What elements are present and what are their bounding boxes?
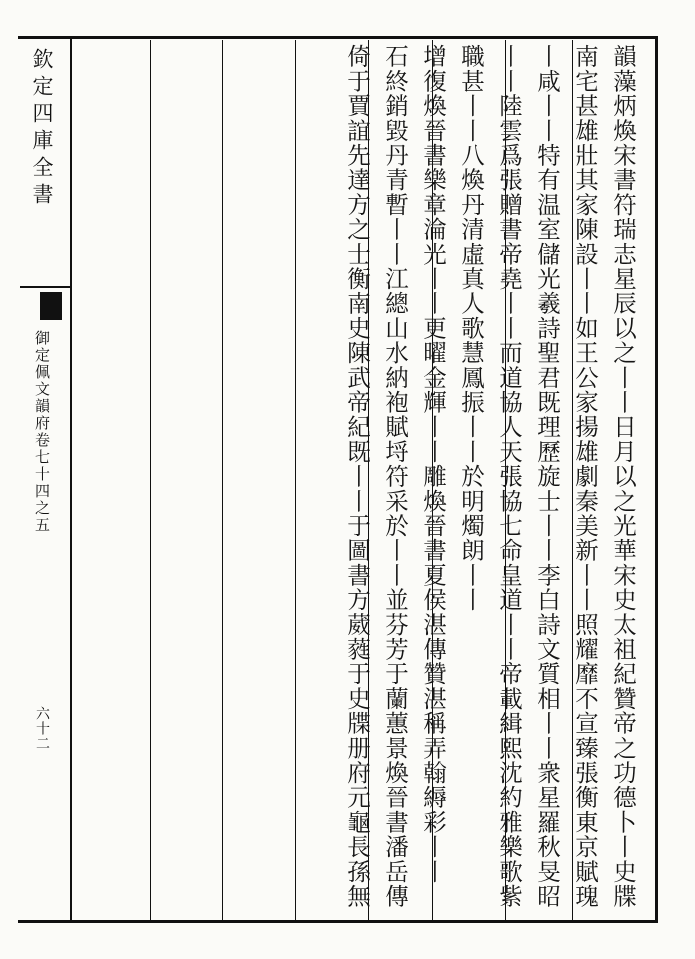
text-column: 丨咸丨丨特有温室儲光羲詩聖君既理歷旋士丨丨李白詩文質相丨丨衆星羅秋旻昭 — [533, 44, 561, 909]
text-column: 倚于賈誼先達方之士衡南史陳武帝紀既丨丨于圖書方葳蕤于史牒册府元龜長孫無 — [343, 44, 371, 909]
text-column: 韻藻炳煥宋書符瑞志星辰以之丨丨日月以之光華宋史太祖紀贊帝之功德卜丨史牒 — [609, 44, 637, 909]
text-column: 職甚丨丨八煥丹清虛真人歌慧鳳振丨丨於明燭朗丨丨 — [457, 44, 485, 613]
text-column: 南宅甚雄壯其家陳設丨丨如王公家揚雄劇秦美新丨丨照耀靡不宣臻張衡東京賦瑰 — [571, 44, 599, 909]
margin-tick — [20, 286, 70, 288]
bottom-border — [18, 920, 658, 923]
margin-divider — [70, 36, 72, 923]
margin-subtitle: 御定佩文韻府卷七十四之五 — [33, 330, 51, 534]
fishtail-mark — [40, 292, 62, 320]
text-column: 石終銷毀丹青暫丨丨江總山水納袍賦埒符采於丨丨並芬芳于蘭蕙景煥晉書潘岳傳 — [381, 44, 409, 909]
top-border — [18, 36, 658, 39]
text-column: 丨丨陸雲爲張贈書帝堯丨丨而道協人天張協七命皇道丨丨帝載緝熙沈約雅樂歌紫 — [495, 44, 523, 909]
main-text — [80, 44, 642, 919]
page-number: 六十二 — [34, 706, 50, 751]
text-column: 增復煥晉書樂章淪光丨丨更曜金輝丨丨雕煥晉書夏侯湛傳贊湛稱弄翰縟彩丨丨 — [419, 44, 447, 884]
margin-title: 欽定四庫全書 — [30, 48, 54, 210]
right-border — [655, 36, 658, 923]
